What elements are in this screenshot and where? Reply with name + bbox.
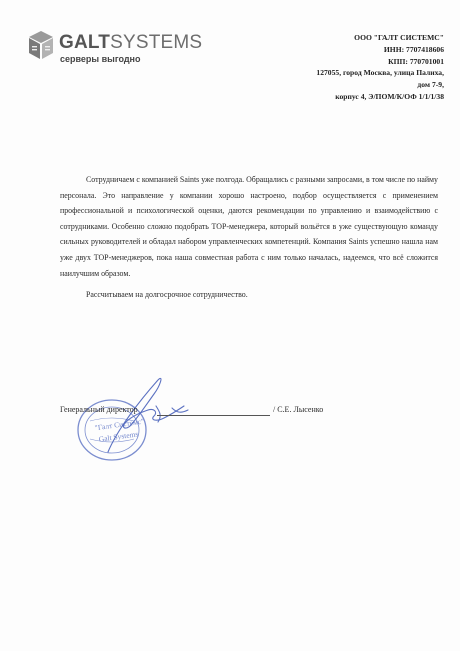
letter-paragraph-2: Рассчитываем на долгосрочное сотрудничество.: [86, 290, 248, 300]
signature-line: [157, 415, 270, 416]
signatory-title: Генеральный директор: [60, 405, 138, 414]
requisites-address-line3: корпус 4, Э/ПОМ/К/ОФ 1/1/1/38: [335, 91, 444, 101]
svg-text:Galt Systems: Galt Systems: [98, 429, 139, 444]
letter-paragraph-1: Сотрудничаем с компанией Saints уже полгода. Обращались с разными запросами, в том числе по найму персонала. Это направление у компании хорошо настроено, подбор осуществляется с применением профессиональной и психологической оценки, даются рекомендации по управлению и взаимодействию с сотрудниками. Особенно сложно подобрать ТОР-менеджера, который вольётся в уже существующую команду сильных руководителей и обладал набором управленческих компетенций. Компания Saints успешно нашла нам уже двух ТОР-менеджеров, пока наша совместная работа с ним только началась, надеемся, что всё сложится наилучшим образом.: [60, 175, 438, 278]
requisites-kpp: КПП: 770701001: [388, 56, 444, 66]
logo-wordmark: GALTSYSTEMS: [59, 32, 203, 53]
signature-row: [60, 405, 440, 421]
requisites-company: ООО "ГАЛТ СИСТЕМС": [354, 33, 444, 42]
company-logo: [28, 30, 218, 70]
svg-text:"Галт Системс": "Галт Системс": [94, 416, 145, 433]
requisites-inn: ИНН: 7707418606: [383, 44, 444, 54]
requisites-address-line1: 127055, город Москва, улица Палиха,: [316, 68, 444, 78]
letter-body: [60, 172, 438, 303]
requisites-address-line2: дом 7-9,: [417, 80, 444, 90]
cube-logo-icon: [28, 30, 54, 60]
company-requisites: [214, 32, 444, 103]
company-stamp: [60, 368, 210, 488]
signatory-name: / С.Е. Лысенко: [273, 405, 324, 414]
logo-tagline: серверы выгодно: [60, 54, 141, 64]
